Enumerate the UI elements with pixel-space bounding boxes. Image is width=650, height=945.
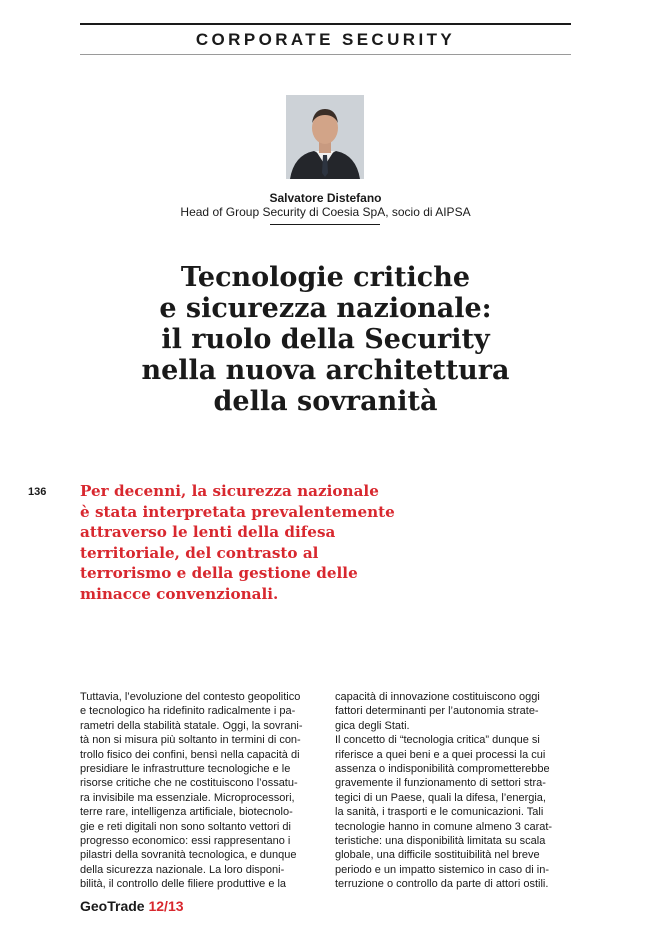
author-portrait-image <box>286 95 364 179</box>
body-column-left <box>80 690 316 892</box>
lead-line: attraverso le lenti della difesa <box>80 523 336 541</box>
body-line: tecnologie hanno in comune almeno 3 carat- <box>335 820 553 833</box>
title-line: della sovranità <box>213 386 438 417</box>
body-line: tegici di un Paese, quali la difesa, l’energia, <box>335 791 546 804</box>
author-role: Head of Group Security di Coesia SpA, socio di AIPSA <box>180 205 471 219</box>
section-rule <box>80 54 571 55</box>
body-line: Tuttavia, l’evoluzione del contesto geopolitico <box>80 691 301 703</box>
lead-line: minacce convenzionali. <box>80 584 279 603</box>
body-line: risorse critiche che ne costituiscono l’ossatu- <box>80 777 298 790</box>
body-column-right <box>335 690 571 892</box>
body-line: periodo e un impatto sistemico in caso di in- <box>335 863 549 876</box>
body-line: tà non si misura più soltanto in termini di con- <box>80 734 301 747</box>
author-photo <box>286 95 364 179</box>
section-label: CORPORATE SECURITY <box>195 30 456 49</box>
body-line: trollo fisico dei confini, bensì nella capacità di <box>80 748 300 761</box>
magazine-brand <box>80 898 184 914</box>
body-line: rametri della stabilità statale. Oggi, la sovrani- <box>80 719 303 732</box>
lead-paragraph <box>80 481 420 604</box>
body-line: pilastri della sovranità tecnologica, e dunque <box>80 849 297 862</box>
body-line: della sicurezza nazionale. La loro disponi- <box>80 863 285 876</box>
body-line: e tecnologico ha ridefinito radicalmente i pa- <box>80 705 296 718</box>
body-line: ra invisibile ma essenziale. Microprocessori, <box>80 791 295 804</box>
brand-name: GeoTrade <box>80 898 145 914</box>
title-line: il ruolo della Security <box>161 324 490 355</box>
author-rule <box>270 224 380 225</box>
lead-line: Per decenni, la sicurezza nazionale <box>80 482 379 500</box>
body-line: progresso economico: essi rappresentano i <box>80 835 291 848</box>
article-title <box>80 262 571 417</box>
body-line: capacità di innovazione costituiscono oggi <box>335 691 540 703</box>
top-rule <box>80 23 571 25</box>
body-line: gravemente il funzionamento di settori stra- <box>335 777 546 790</box>
title-line: nella nuova architettura <box>141 355 510 386</box>
lead-line: è stata interpretata prevalentemente <box>80 502 395 521</box>
title-line: e sicurezza nazionale: <box>159 293 492 324</box>
body-line: fattori determinanti per l’autonomia strate- <box>335 705 539 718</box>
body-line: teristiche: una disponibilità limitata su scala <box>335 835 546 848</box>
body-line: gica degli Stati. <box>335 719 410 732</box>
body-line: Il concetto di “tecnologia critica” dunque si <box>335 734 540 747</box>
lead-line: terrorismo e della gestione delle <box>80 564 358 582</box>
page-number: 136 <box>28 486 47 498</box>
body-line: gie e reti digitali non sono soltanto vettori di <box>80 820 291 833</box>
body-line: bilità, il controllo delle filiere produttive e la <box>80 878 287 891</box>
body-line: globale, una difficile sostituibilità nel breve <box>335 849 540 862</box>
body-line: la sanità, i trasporti e le comunicazioni. Tali <box>335 806 544 819</box>
body-line: presidiare le infrastrutture tecnologiche e le <box>80 763 291 776</box>
title-line: Tecnologie critiche <box>180 262 471 293</box>
issue-number: 12/13 <box>148 898 184 914</box>
author-name: Salvatore Distefano <box>269 191 382 205</box>
body-line: riferisce a quei beni e a quei processi la cui <box>335 748 546 761</box>
lead-line: territoriale, del contrasto al <box>80 543 319 562</box>
body-line: assenza o indisponibilità comprometterebbe <box>335 763 550 776</box>
body-line: terruzione o controllo da parte di attori ostili. <box>335 878 549 891</box>
body-line: terre rare, intelligenza artificiale, biotecnolo- <box>80 806 293 819</box>
